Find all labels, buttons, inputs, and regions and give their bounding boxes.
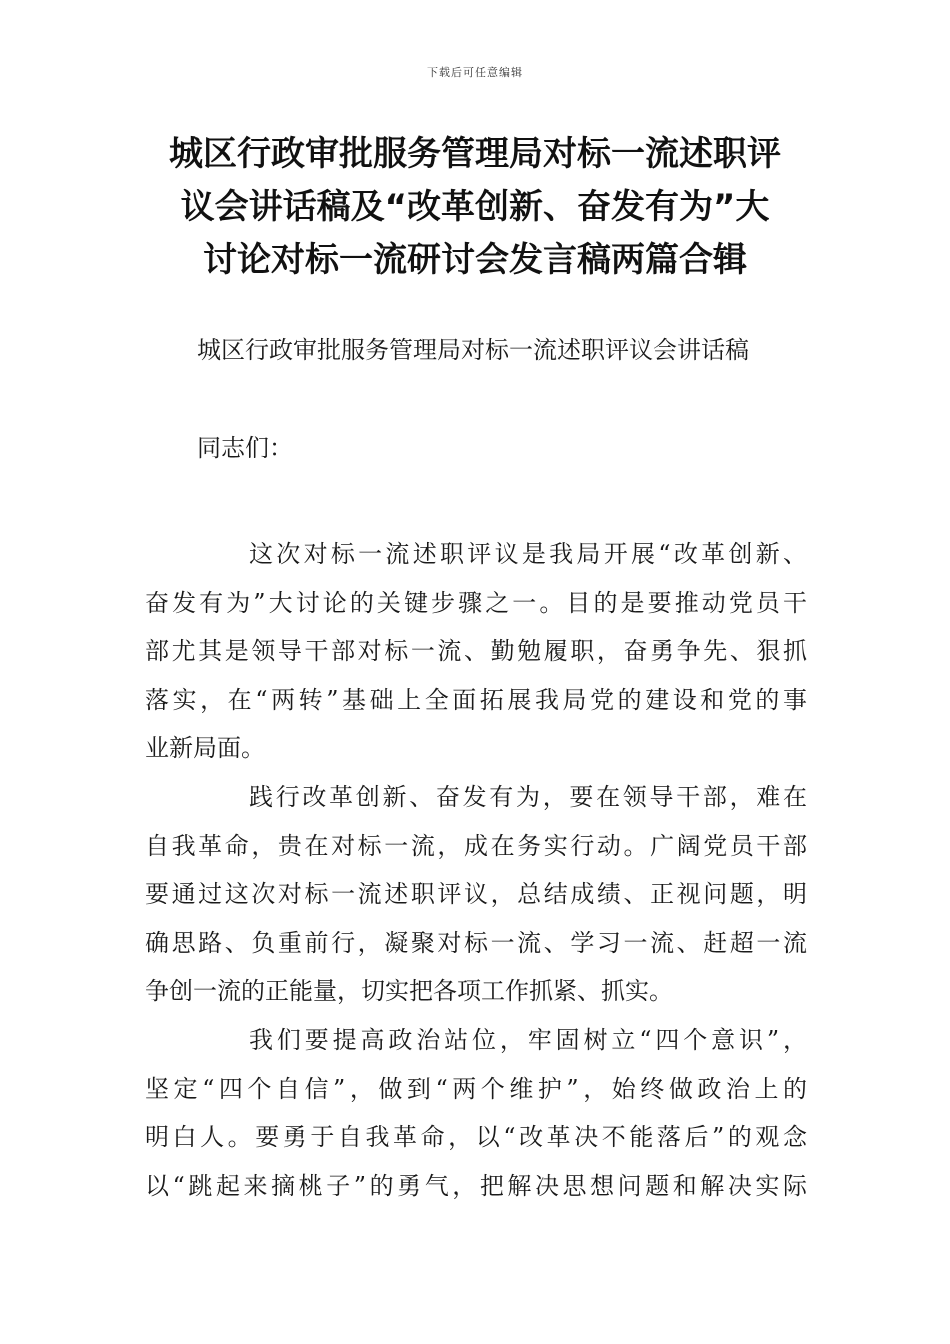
paragraph-line: 落实，在“两转”基础上全面拓展我局党的建设和党的事 [145, 685, 807, 714]
salutation: 同志们： [197, 434, 293, 462]
paragraph-line: 要通过这次对标一流述职评议，总结成绩、正视问题，明 [145, 880, 807, 909]
paragraph-line: 部尤其是领导干部对标一流、勤勉履职，奋勇争先、狠抓 [145, 637, 807, 666]
header-note: 下载后可任意编辑 [427, 66, 523, 79]
title-line: 讨论对标一流研讨会发言稿两篇合辑 [203, 240, 747, 280]
paragraph-line: 自我革命，贵在对标一流，成在务实行动。广阔党员干部 [145, 831, 807, 860]
paragraph-line: 这次对标一流述职评议是我局开展“改革创新、 [249, 540, 807, 568]
paragraph-line: 以“跳起来摘桃子”的勇气，把解决思想问题和解决实际 [145, 1171, 807, 1200]
paragraph-line: 业新局面。 [145, 734, 265, 763]
paragraph-line: 明白人。要勇于自我革命，以“改革决不能落后”的观念 [145, 1123, 807, 1152]
paragraph-line: 坚定“四个自信”，做到“两个维护”，始终做政治上的 [145, 1074, 807, 1103]
title-line: 议会讲话稿及“改革创新、奋发有为”大 [180, 187, 770, 227]
paragraph-line: 践行改革创新、奋发有为，要在领导干部，难在 [249, 782, 807, 811]
paragraph-line: 我们要提高政治站位，牢固树立“四个意识”， [249, 1025, 807, 1054]
document-title [130, 128, 820, 287]
paragraph [145, 530, 807, 773]
paragraph-line: 奋发有为”大讨论的关键步骤之一。目的是要推动党员干 [145, 588, 807, 617]
paragraph [145, 1016, 807, 1210]
paragraph-line: 争创一流的正能量，切实把各项工作抓紧、抓实。 [145, 977, 673, 1006]
title-line: 城区行政审批服务管理局对标一流述职评 [169, 134, 781, 174]
paragraph [145, 773, 807, 1016]
body-text [145, 530, 807, 1210]
paragraph-line: 确思路、负重前行，凝聚对标一流、学习一流、赶超一流 [145, 928, 807, 957]
document-subtitle: 城区行政审批服务管理局对标一流述职评议会讲话稿 [197, 336, 749, 364]
